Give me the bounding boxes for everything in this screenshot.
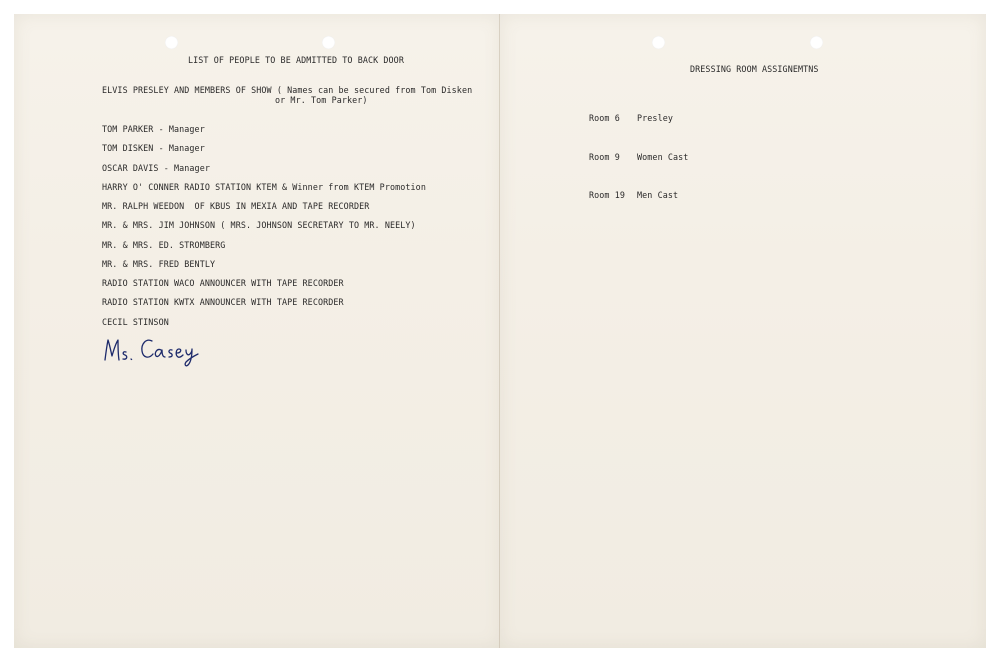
list-item: HARRY O' CONNER RADIO STATION KTEM & Winner from KTEM Promotion — [102, 182, 426, 192]
room-assignment: Women Cast — [637, 152, 689, 162]
list-item: CECIL STINSON — [102, 317, 169, 327]
room-number: Room 19 — [589, 190, 625, 200]
punch-hole — [322, 36, 335, 49]
intro-line-1: ELVIS PRESLEY AND MEMBERS OF SHOW ( Names can be secured from Tom Disken — [102, 85, 473, 95]
list-item: RADIO STATION KWTX ANNOUNCER WITH TAPE RECORDER — [102, 297, 344, 307]
room-number: Room 9 — [589, 152, 620, 162]
list-item: MR. & MRS. ED. STROMBERG — [102, 240, 226, 250]
room-number: Room 6 — [589, 113, 620, 123]
punch-hole — [810, 36, 823, 49]
right-page-title: DRESSING ROOM ASSIGNEMTNS — [690, 64, 819, 74]
right-page — [499, 14, 986, 648]
list-item: MR. RALPH WEEDON OF KBUS IN MEXIA AND TAPE RECORDER — [102, 201, 370, 211]
list-item: OSCAR DAVIS - Manager — [102, 163, 210, 173]
room-assignment: Presley — [637, 113, 673, 123]
handwritten-signature — [102, 332, 212, 368]
room-assignment: Men Cast — [637, 190, 679, 200]
list-item: RADIO STATION WACO ANNOUNCER WITH TAPE RECORDER — [102, 278, 344, 288]
punch-hole — [652, 36, 665, 49]
punch-hole — [165, 36, 178, 49]
left-page — [14, 14, 501, 648]
list-item: MR. & MRS. JIM JOHNSON ( MRS. JOHNSON SECRETARY TO MR. NEELY) — [102, 220, 416, 230]
list-item: MR. & MRS. FRED BENTLY — [102, 259, 216, 269]
list-item: TOM PARKER - Manager — [102, 124, 205, 134]
intro-line-2: or Mr. Tom Parker) — [275, 95, 368, 105]
left-page-title: LIST OF PEOPLE TO BE ADMITTED TO BACK DOOR — [188, 55, 404, 65]
list-item: TOM DISKEN - Manager — [102, 143, 205, 153]
